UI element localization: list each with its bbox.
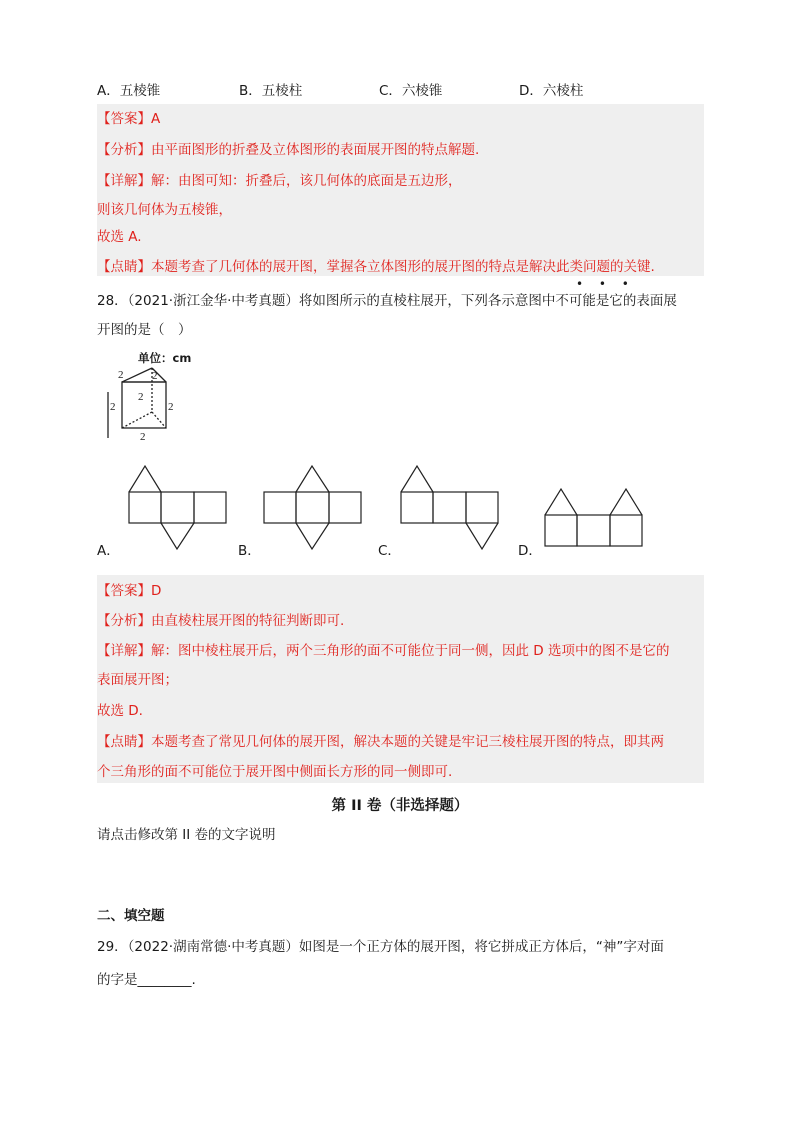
q28-comment (97, 732, 664, 752)
option-letter: C． (379, 83, 402, 99)
prism-dim: 2 (168, 401, 174, 413)
option-letter: A． (97, 83, 120, 99)
net-option-d (544, 488, 644, 548)
analysis-text: 由直棱柱展开图的特征判断即可. (151, 613, 345, 629)
q27-detail-line2: 则该几何体为五棱锥， (97, 202, 232, 218)
prism-dim: 2 (152, 370, 158, 382)
option-text: 六棱柱 (542, 83, 584, 99)
q29-stem-line2: 的字是________. (97, 972, 196, 988)
q28-stem-line2: 开图的是（ ） (97, 322, 192, 338)
q27-analysis (97, 140, 479, 160)
option-d (519, 79, 583, 99)
answer-tag: 【答案】 (97, 583, 151, 599)
q28-analysis (97, 611, 344, 631)
prism-figure (106, 362, 186, 442)
section-title: 第 II 卷（非选择题） (331, 798, 469, 814)
option-b (239, 79, 302, 99)
comment-text: 本题考查了常见几何体的展开图，解决本题的关键是牢记三棱柱展开图的特点，即其两 (151, 734, 664, 750)
analysis-tag: 【分析】 (97, 613, 151, 629)
q28-detail-line2: 表面展开图； (97, 672, 178, 688)
net-option-a-label: A． (97, 543, 120, 559)
net-option-b (263, 464, 363, 550)
prism-unit-label: 单位：cm (138, 351, 192, 365)
q27-detail-line3: 故选 A. (97, 229, 142, 245)
analysis-text: 由平面图形的折叠及立体图形的表面展开图的特点解题. (151, 142, 480, 158)
detail-tag: 【详解】 (97, 643, 151, 659)
analysis-tag: 【分析】 (97, 142, 151, 158)
answer-text: A (151, 111, 161, 127)
option-c (379, 79, 442, 99)
section-heading: 二、填空题 (97, 908, 165, 924)
prism-dim: 2 (118, 369, 124, 381)
section-note: 请点击修改第 II 卷的文字说明 (97, 827, 276, 843)
q27-answer (97, 109, 160, 129)
q28-comment-line2: 个三角形的面不可能位于展开图中侧面长方形的同一侧即可. (97, 764, 453, 780)
option-letter: B． (239, 83, 262, 99)
q27-detail (97, 171, 462, 191)
comment-tag: 【点睛】 (97, 734, 151, 750)
detail-text: 解：图中棱柱展开后，两个三角形的面不可能位于同一侧，因此 D 选项中的图不是它的 (151, 643, 670, 659)
q28-stem-line1: 28．（2021·浙江金华·中考真题）将如图所示的直棱柱展开，下列各示意图中不可能是它的表面展 (97, 293, 677, 309)
q28-answer (97, 581, 161, 601)
q28-detail (97, 641, 669, 661)
option-text: 五棱柱 (261, 83, 303, 99)
prism-dim: 2 (138, 391, 144, 403)
net-option-a (128, 464, 228, 550)
detail-text: 解：由图可知：折叠后，该几何体的底面是五边形， (151, 173, 462, 189)
net-option-c (400, 464, 500, 550)
net-option-b-label: B． (238, 543, 261, 559)
net-option-d-label: D． (518, 543, 542, 559)
answer-tag: 【答案】 (97, 111, 151, 127)
comment-tag: 【点睛】 (97, 259, 151, 275)
prism-dim: 2 (140, 431, 146, 443)
answer-text: D (151, 583, 162, 599)
q28-detail-line3: 故选 D. (97, 703, 143, 719)
detail-tag: 【详解】 (97, 173, 151, 189)
q29-stem-line1: 29．（2022·湖南常德·中考真题）如图是一个正方体的展开图，将它拼成正方体后，“神”字对面 (97, 939, 664, 955)
prism-dim: 2 (110, 401, 116, 413)
q27-comment (97, 257, 655, 277)
emphasis-dots: • • • (576, 277, 635, 291)
option-letter: D． (519, 83, 543, 99)
option-a (97, 79, 160, 99)
option-text: 六棱锥 (401, 83, 443, 99)
option-text: 五棱锥 (119, 83, 161, 99)
comment-text: 本题考查了几何体的展开图，掌握各立体图形的展开图的特点是解决此类问题的关键. (151, 259, 655, 275)
net-option-c-label: C． (378, 543, 401, 559)
